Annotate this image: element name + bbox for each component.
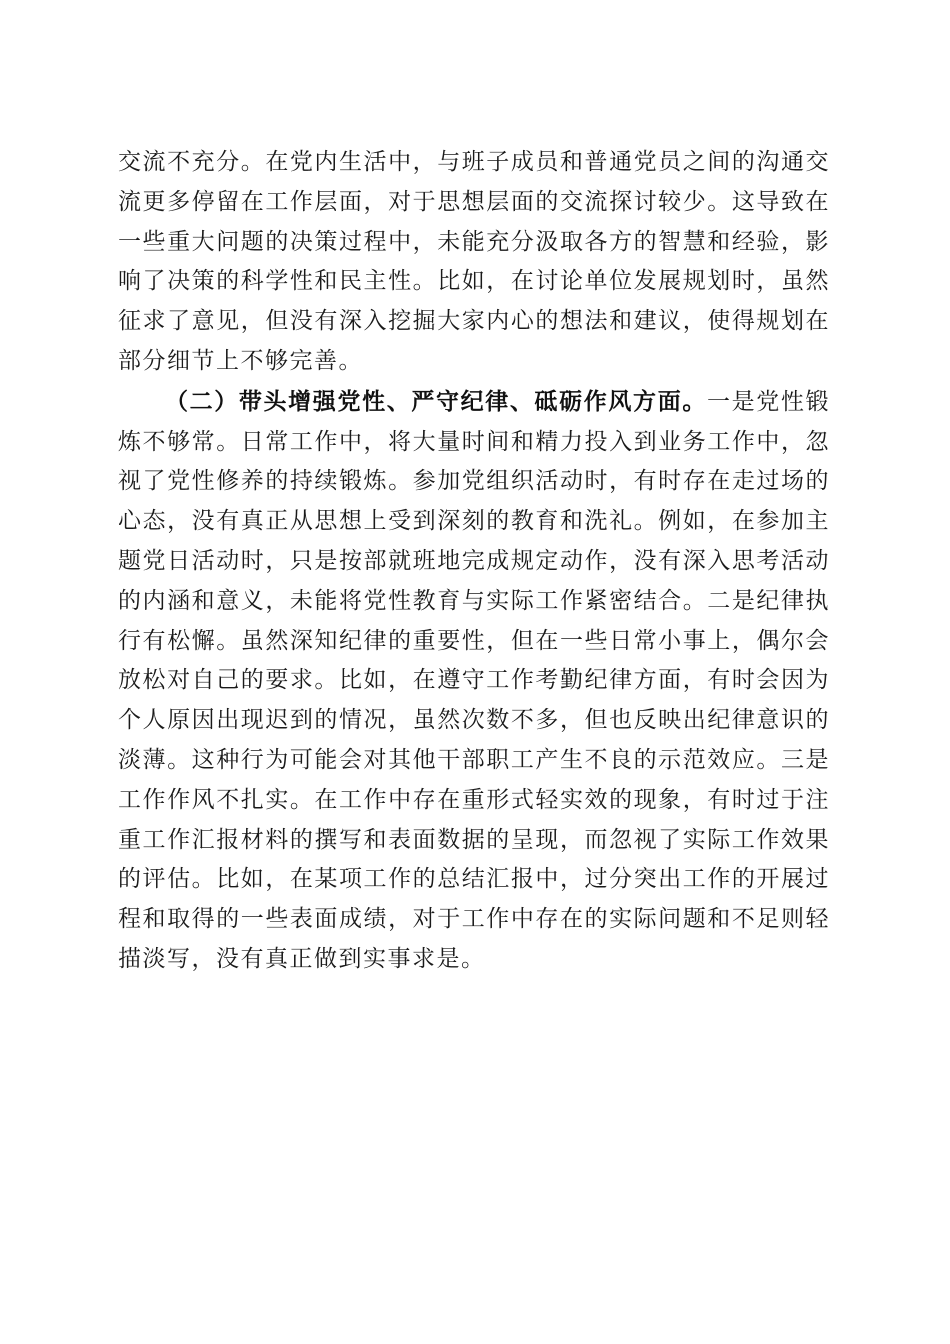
- document-body: [118, 143, 830, 980]
- section-body: 一是党性锻炼不够常。日常工作中，将大量时间和精力投入到业务工作中，忽视了党性修养的持续锻炼。参加党组织活动时，有时存在走过场的心态，没有真正从思想上受到深刻的教育和洗礼。例如，在参加主题党日活动时，只是按部就班地完成规定动作，没有深入思考活动的内涵和意义，未能将党性教育与实际工作紧密结合。二是纪律执行有松懈。虽然深知纪律的重要性，但在一些日常小事上，偶尔会放松对自己的要求。比如，在遵守工作考勤纪律方面，有时会因为个人原因出现迟到的情况，虽然次数不多，但也反映出纪律意识的淡薄。这种行为可能会对其他干部职工产生不良的示范效应。三是工作作风不扎实。在工作中存在重形式轻实效的现象，有时过于注重工作汇报材料的撰写和表面数据的呈现，而忽视了实际工作效果的评估。比如，在某项工作的总结汇报中，过分突出工作的开展过程和取得的一些表面成绩，对于工作中存在的实际问题和不足则轻描淡写，没有真正做到实事求是。: [118, 388, 831, 972]
- paragraph-continuation: 交流不充分。在党内生活中，与班子成员和普通党员之间的沟通交流更多停留在工作层面，对于思想层面的交流探讨较少。这导致在一些重大问题的决策过程中，未能充分汲取各方的智慧和经验，影响了决策的科学性和民主性。比如，在讨论单位发展规划时，虽然征求了意见，但没有深入挖掘大家内心的想法和建议，使得规划在部分细节上不够完善。: [118, 149, 830, 374]
- section-heading: （二）带头增强党性、严守纪律、砥砺作风方面。: [165, 387, 707, 415]
- section-paragraph: [118, 382, 830, 980]
